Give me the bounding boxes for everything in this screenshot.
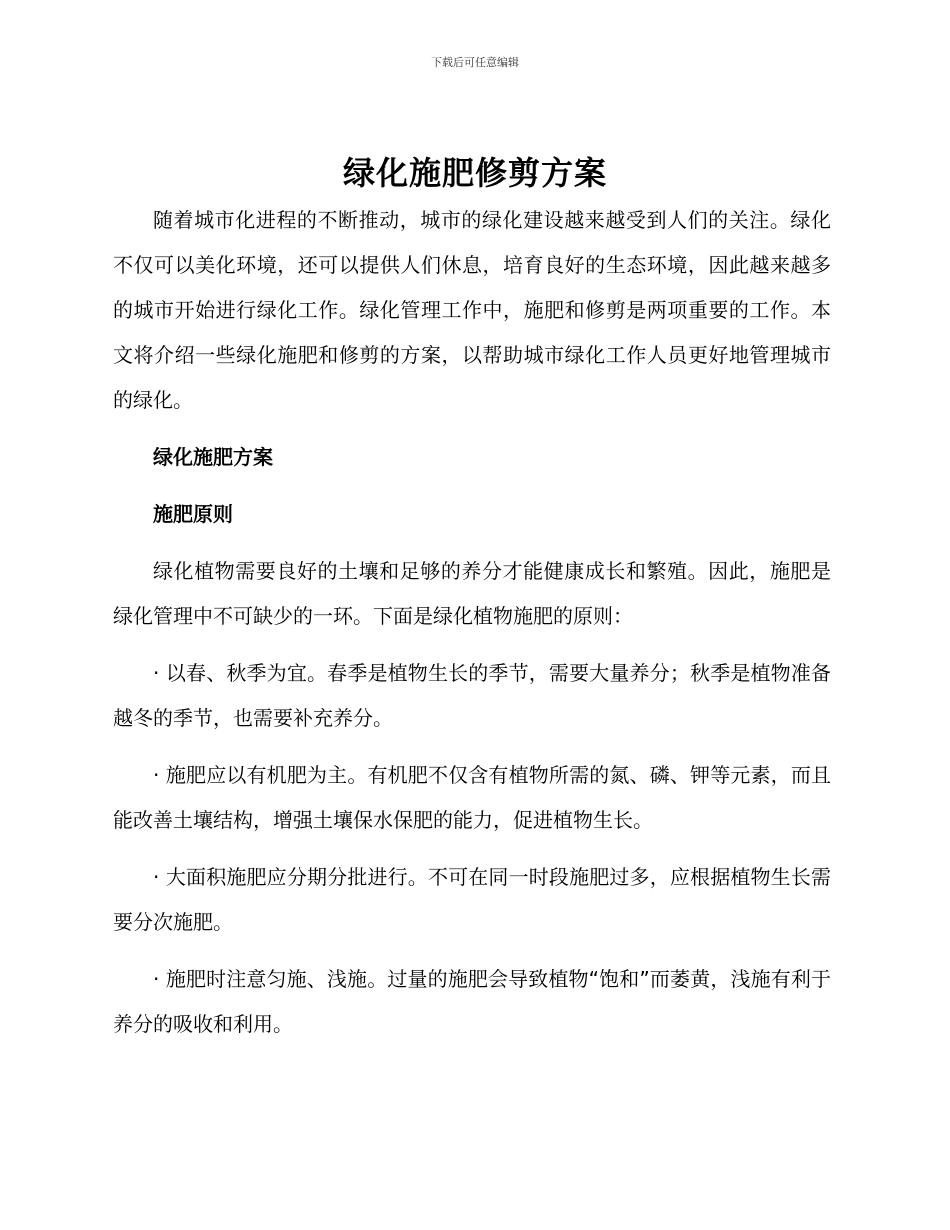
header-note: 下载后可任意编辑 (431, 56, 519, 69)
document-body (113, 198, 831, 1047)
section-heading: 绿化施肥方案 (153, 445, 273, 469)
subsection-heading: 施肥原则 (153, 502, 233, 526)
intro-paragraph: 随着城市化进程的不断推动，城市的绿化建设越来越受到人们的关注。绿化不仅可以美化环境，还可以提供人们休息，培育良好的生态环境，因此越来越多的城市开始进行绿化工作。绿化管理工作中，施肥和修剪是两项重要的工作。本文将介绍一些绿化施肥和修剪的方案，以帮助城市绿化工作人员更好地管理城市的绿化。 (113, 208, 831, 412)
document-title: 绿化施肥修剪方案 (342, 154, 607, 192)
bullet-item: · 大面积施肥应分期分批进行。不可在同一时段施肥过多，应根据植物生长需要分次施肥。 (113, 865, 831, 934)
bullet-item: · 以春、秋季为宜。春季是植物生长的季节，需要大量养分；秋季是植物准备越冬的季节，也需要补充养分。 (113, 661, 831, 730)
principle-intro-paragraph: 绿化植物需要良好的土壤和足够的养分才能健康成长和繁殖。因此，施肥是绿化管理中不可缺少的一环。下面是绿化植物施肥的原则： (113, 559, 831, 628)
bullet-item: · 施肥时注意匀施、浅施。过量的施肥会导致植物“饱和”而萎黄，浅施有利于养分的吸收和利用。 (113, 967, 831, 1036)
bullet-item: · 施肥应以有机肥为主。有机肥不仅含有植物所需的氮、磷、钾等元素，而且能改善土壤结构，增强土壤保水保肥的能力，促进植物生长。 (113, 763, 831, 832)
